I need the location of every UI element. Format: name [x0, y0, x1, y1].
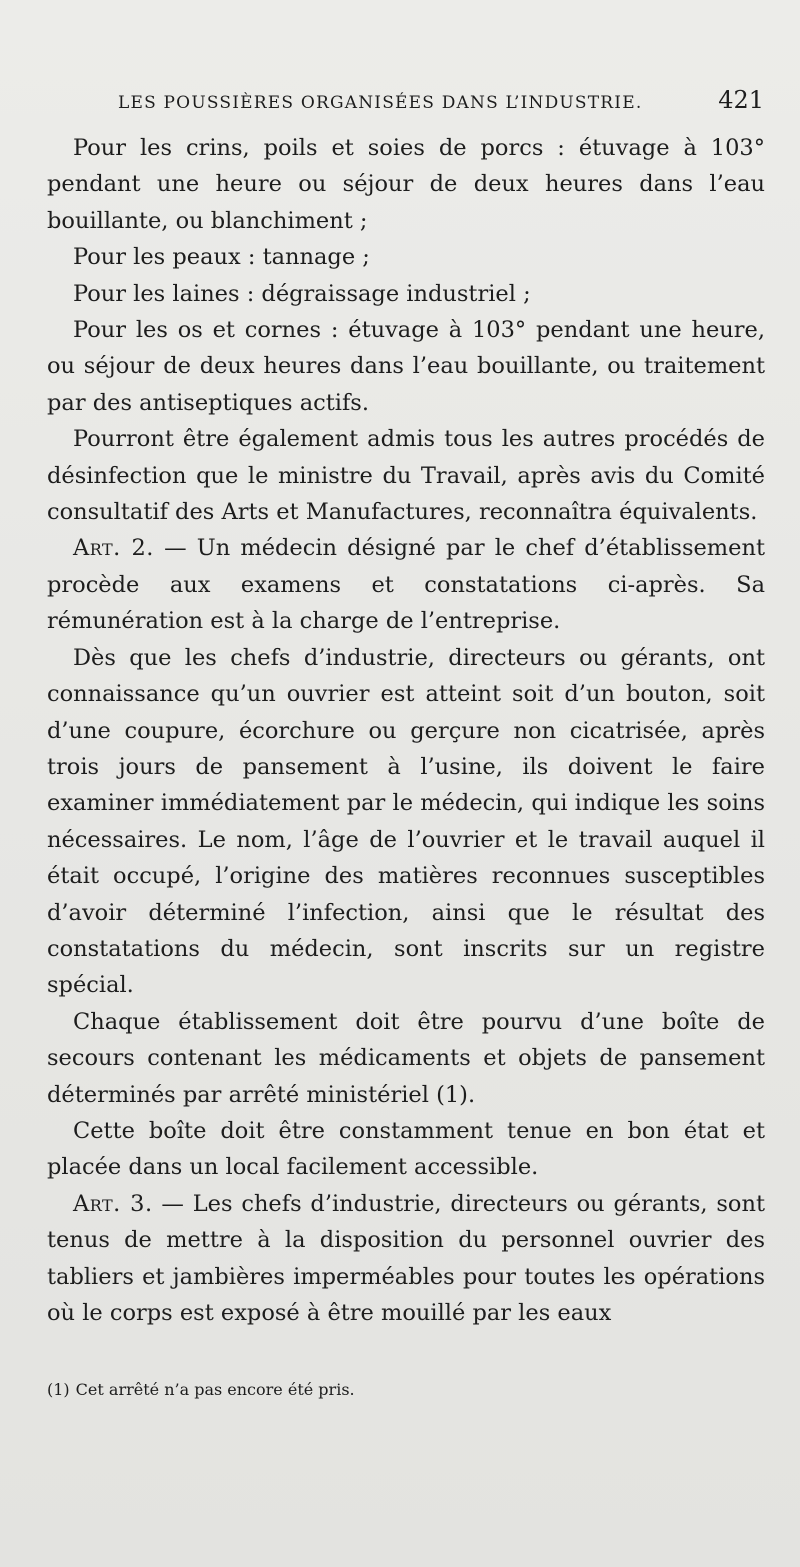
paragraph-boite-etat: Cette boîte doit être constamment tenue en bon état et placée dans un local facilement accessible.: [47, 1117, 765, 1181]
paragraph-boite-secours: Chaque établissement doit être pourvu d’une boîte de secours contenant les médicaments et objets de pansement déterminés par arrêté ministériel (1).: [47, 1008, 765, 1108]
page-number: 421: [718, 86, 764, 114]
paragraph-autres-procedes: Pourront être également admis tous les autres procédés de désinfection que le ministre du Travail, après avis du Comité consultatif des Arts et Manufactures, reconnaîtra équivalents.: [47, 426, 765, 526]
paragraph-laines: Pour les laines : dégraissage industriel ;: [73, 280, 531, 307]
paragraph-crins: Pour les crins, poils et soies de porcs : étuvage à 103° pendant une heure ou séjour de deux heures dans l’eau bouillante, ou blanchiment ;: [47, 135, 765, 234]
article-3-label: Art. 3.: [73, 1190, 153, 1217]
article-3-text: — Les chefs d’industrie, directeurs ou gérants, sont tenus de mettre à la disposition du personnel ouvrier des tabliers et jambières imperméables pour toutes les opérations où le corps est exposé à être mouillé par les eaux: [47, 1190, 765, 1326]
running-title: LES POUSSIÈRES ORGANISÉES DANS L’INDUSTRIE.: [118, 93, 643, 113]
footnote: [47, 1380, 765, 1399]
article-2-label: Art. 2.: [73, 535, 154, 562]
footnote-text: Cet arrêté n’a pas encore été pris.: [75, 1380, 355, 1399]
article-2-text: — Un médecin désigné par le chef d’établissement procède aux examens et constatations ci-après. Sa rémunération est à la charge de l’entreprise.: [47, 535, 765, 635]
body-text: [47, 130, 765, 1331]
paragraph-article-2: [47, 530, 765, 639]
paragraph-article-3: [47, 1186, 765, 1332]
paragraph-peaux: Pour les peaux : tannage ;: [73, 244, 370, 271]
paragraph-examen-medical: Dès que les chefs d’industrie, directeurs ou gérants, ont connaissance qu’un ouvrier est atteint soit d’un bouton, soit d’une coupure, écorchure ou gerçure non cicatrisée, après trois jours de pansement à l’usine, ils doivent le faire examiner immédiatement par le médecin, qui indique les soins nécessaires. Le nom, l’âge de l’ouvrier et le travail auquel il était occupé, l’origine des matières reconnues susceptibles d’avoir déterminé l’infection, ainsi que le résultat des constatations du médecin, sont inscrits sur un registre spécial.: [47, 644, 765, 999]
footnote-mark: (1): [47, 1380, 70, 1399]
page-header: [118, 86, 764, 114]
paragraph-os-cornes: Pour les os et cornes : étuvage à 103° pendant une heure, ou séjour de deux heures dans l’eau bouillante, ou traitement par des antiseptiques actifs.: [47, 317, 765, 416]
